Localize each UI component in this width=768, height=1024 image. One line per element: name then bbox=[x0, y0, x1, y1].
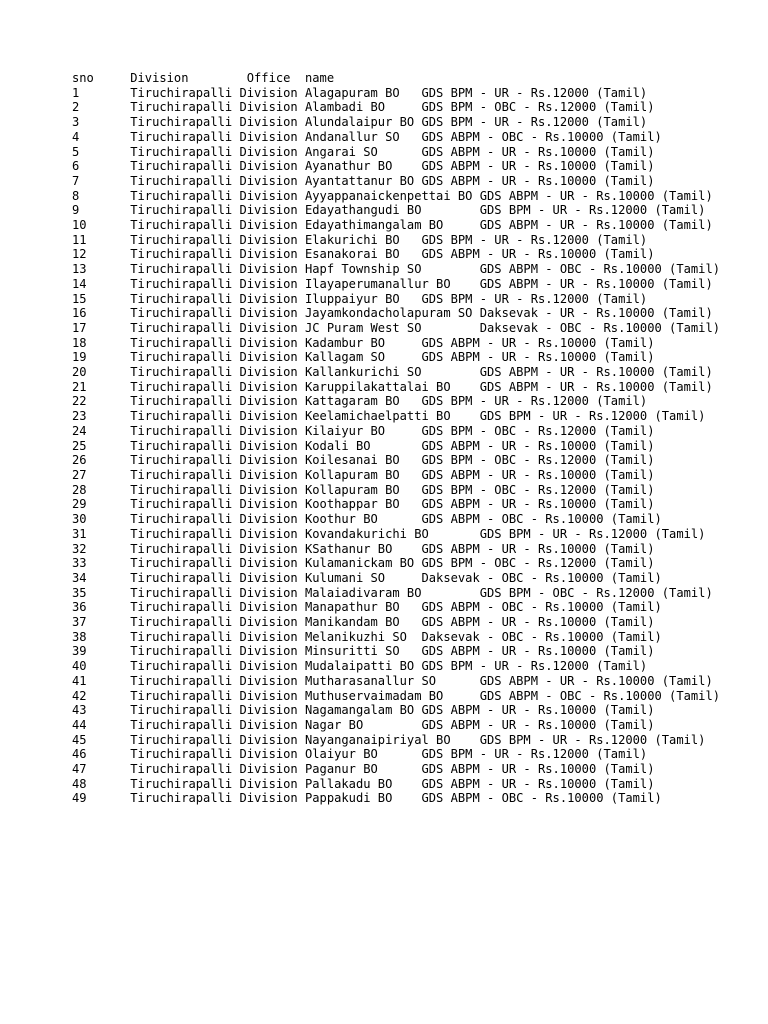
row-line: 35 Tiruchirapalli Division Malaiadivaram BO GDS BPM - OBC - Rs.12000 (Tamil) bbox=[72, 585, 713, 600]
row-line: 12 Tiruchirapalli Division Esanakorai BO GDS ABPM - UR - Rs.10000 (Tamil) bbox=[72, 247, 655, 262]
row-line: 34 Tiruchirapalli Division Kulumani SO Daksevak - OBC - Rs.10000 (Tamil) bbox=[72, 570, 662, 585]
row-line: 13 Tiruchirapalli Division Hapf Township SO GDS ABPM - OBC - Rs.10000 (Tamil) bbox=[72, 262, 721, 277]
header-line: sno Division Office name bbox=[72, 71, 335, 85]
row-line: 15 Tiruchirapalli Division Iluppaiyur BO GDS BPM - UR - Rs.12000 (Tamil) bbox=[72, 291, 648, 306]
row-line: 45 Tiruchirapalli Division Nayanganaipiriyal BO GDS BPM - UR - Rs.12000 (Tamil) bbox=[72, 732, 706, 747]
row-line: 36 Tiruchirapalli Division Manapathur BO GDS ABPM - OBC - Rs.10000 (Tamil) bbox=[72, 600, 662, 615]
row-line: 28 Tiruchirapalli Division Kollapuram BO GDS BPM - OBC - Rs.12000 (Tamil) bbox=[72, 482, 655, 497]
row-line: 1 Tiruchirapalli Division Alagapuram BO GDS BPM - UR - Rs.12000 (Tamil) bbox=[72, 85, 648, 100]
row-line: 9 Tiruchirapalli Division Edayathangudi BO GDS BPM - UR - Rs.12000 (Tamil) bbox=[72, 203, 706, 218]
row-line: 6 Tiruchirapalli Division Ayanathur BO GDS ABPM - UR - Rs.10000 (Tamil) bbox=[72, 159, 655, 174]
row-line: 10 Tiruchirapalli Division Edayathimangalam BO GDS ABPM - UR - Rs.10000 (Tamil) bbox=[72, 218, 713, 233]
row-line: 48 Tiruchirapalli Division Pallakadu BO GDS ABPM - UR - Rs.10000 (Tamil) bbox=[72, 776, 655, 791]
row-line: 17 Tiruchirapalli Division JC Puram West SO Daksevak - OBC - Rs.10000 (Tamil) bbox=[72, 320, 721, 335]
row-line: 26 Tiruchirapalli Division Koilesanai BO GDS BPM - OBC - Rs.12000 (Tamil) bbox=[72, 453, 655, 468]
row-line: 4 Tiruchirapalli Division Andanallur SO GDS ABPM - OBC - Rs.10000 (Tamil) bbox=[72, 129, 662, 144]
row-line: 27 Tiruchirapalli Division Kollapuram BO GDS ABPM - UR - Rs.10000 (Tamil) bbox=[72, 467, 655, 482]
row-line: 49 Tiruchirapalli Division Pappakudi BO GDS ABPM - OBC - Rs.10000 (Tamil) bbox=[72, 791, 662, 806]
row-line: 14 Tiruchirapalli Division Ilayaperumanallur BO GDS ABPM - UR - Rs.10000 (Tamil) bbox=[72, 276, 713, 291]
row-line: 39 Tiruchirapalli Division Minsuritti SO GDS ABPM - UR - Rs.10000 (Tamil) bbox=[72, 644, 655, 659]
row-line: 43 Tiruchirapalli Division Nagamangalam BO GDS ABPM - UR - Rs.10000 (Tamil) bbox=[72, 703, 655, 718]
row-line: 33 Tiruchirapalli Division Kulamanickam BO GDS BPM - OBC - Rs.12000 (Tamil) bbox=[72, 556, 655, 571]
row-line: 23 Tiruchirapalli Division Keelamichaelpatti BO GDS BPM - UR - Rs.12000 (Tamil) bbox=[72, 409, 706, 424]
row-line: 30 Tiruchirapalli Division Koothur BO GDS ABPM - OBC - Rs.10000 (Tamil) bbox=[72, 512, 662, 527]
row-line: 11 Tiruchirapalli Division Elakurichi BO GDS BPM - UR - Rs.12000 (Tamil) bbox=[72, 232, 648, 247]
row-line: 22 Tiruchirapalli Division Kattagaram BO GDS BPM - UR - Rs.12000 (Tamil) bbox=[72, 394, 648, 409]
row-line: 47 Tiruchirapalli Division Paganur BO GDS ABPM - UR - Rs.10000 (Tamil) bbox=[72, 762, 655, 777]
row-line: 24 Tiruchirapalli Division Kilaiyur BO GDS BPM - OBC - Rs.12000 (Tamil) bbox=[72, 423, 655, 438]
row-line: 3 Tiruchirapalli Division Alundalaipur BO GDS BPM - UR - Rs.12000 (Tamil) bbox=[72, 115, 648, 130]
row-line: 40 Tiruchirapalli Division Mudalaipatti BO GDS BPM - UR - Rs.12000 (Tamil) bbox=[72, 659, 648, 674]
row-line: 18 Tiruchirapalli Division Kadambur BO GDS ABPM - UR - Rs.10000 (Tamil) bbox=[72, 335, 655, 350]
row-line: 25 Tiruchirapalli Division Kodali BO GDS ABPM - UR - Rs.10000 (Tamil) bbox=[72, 438, 655, 453]
row-line: 7 Tiruchirapalli Division Ayantattanur BO GDS ABPM - UR - Rs.10000 (Tamil) bbox=[72, 173, 655, 188]
row-line: 37 Tiruchirapalli Division Manikandam BO GDS ABPM - UR - Rs.10000 (Tamil) bbox=[72, 615, 655, 630]
row-line: 41 Tiruchirapalli Division Mutharasanallur SO GDS ABPM - UR - Rs.10000 (Tamil) bbox=[72, 673, 713, 688]
row-line: 16 Tiruchirapalli Division Jayamkondacholapuram SO Daksevak - UR - Rs.10000 (Tamil) bbox=[72, 306, 713, 321]
document-text bbox=[72, 71, 762, 806]
row-line: 44 Tiruchirapalli Division Nagar BO GDS ABPM - UR - Rs.10000 (Tamil) bbox=[72, 717, 655, 732]
row-line: 5 Tiruchirapalli Division Angarai SO GDS ABPM - UR - Rs.10000 (Tamil) bbox=[72, 144, 655, 159]
row-line: 20 Tiruchirapalli Division Kallankurichi SO GDS ABPM - UR - Rs.10000 (Tamil) bbox=[72, 365, 713, 380]
row-line: 32 Tiruchirapalli Division KSathanur BO GDS ABPM - UR - Rs.10000 (Tamil) bbox=[72, 541, 655, 556]
row-line: 29 Tiruchirapalli Division Koothappar BO GDS ABPM - UR - Rs.10000 (Tamil) bbox=[72, 497, 655, 512]
row-line: 42 Tiruchirapalli Division Muthuservaimadam BO GDS ABPM - OBC - Rs.10000 (Tamil) bbox=[72, 688, 721, 703]
row-line: 21 Tiruchirapalli Division Karuppilakattalai BO GDS ABPM - UR - Rs.10000 (Tamil) bbox=[72, 379, 713, 394]
row-line: 2 Tiruchirapalli Division Alambadi BO GDS BPM - OBC - Rs.12000 (Tamil) bbox=[72, 100, 655, 115]
row-line: 31 Tiruchirapalli Division Kovandakurichi BO GDS BPM - UR - Rs.12000 (Tamil) bbox=[72, 526, 706, 541]
row-line: 46 Tiruchirapalli Division Olaiyur BO GDS BPM - UR - Rs.12000 (Tamil) bbox=[72, 747, 648, 762]
row-line: 19 Tiruchirapalli Division Kallagam SO GDS ABPM - UR - Rs.10000 (Tamil) bbox=[72, 350, 655, 365]
row-line: 38 Tiruchirapalli Division Melanikuzhi SO Daksevak - OBC - Rs.10000 (Tamil) bbox=[72, 629, 662, 644]
row-line: 8 Tiruchirapalli Division Ayyappanaickenpettai BO GDS ABPM - UR - Rs.10000 (Tamil) bbox=[72, 188, 713, 203]
